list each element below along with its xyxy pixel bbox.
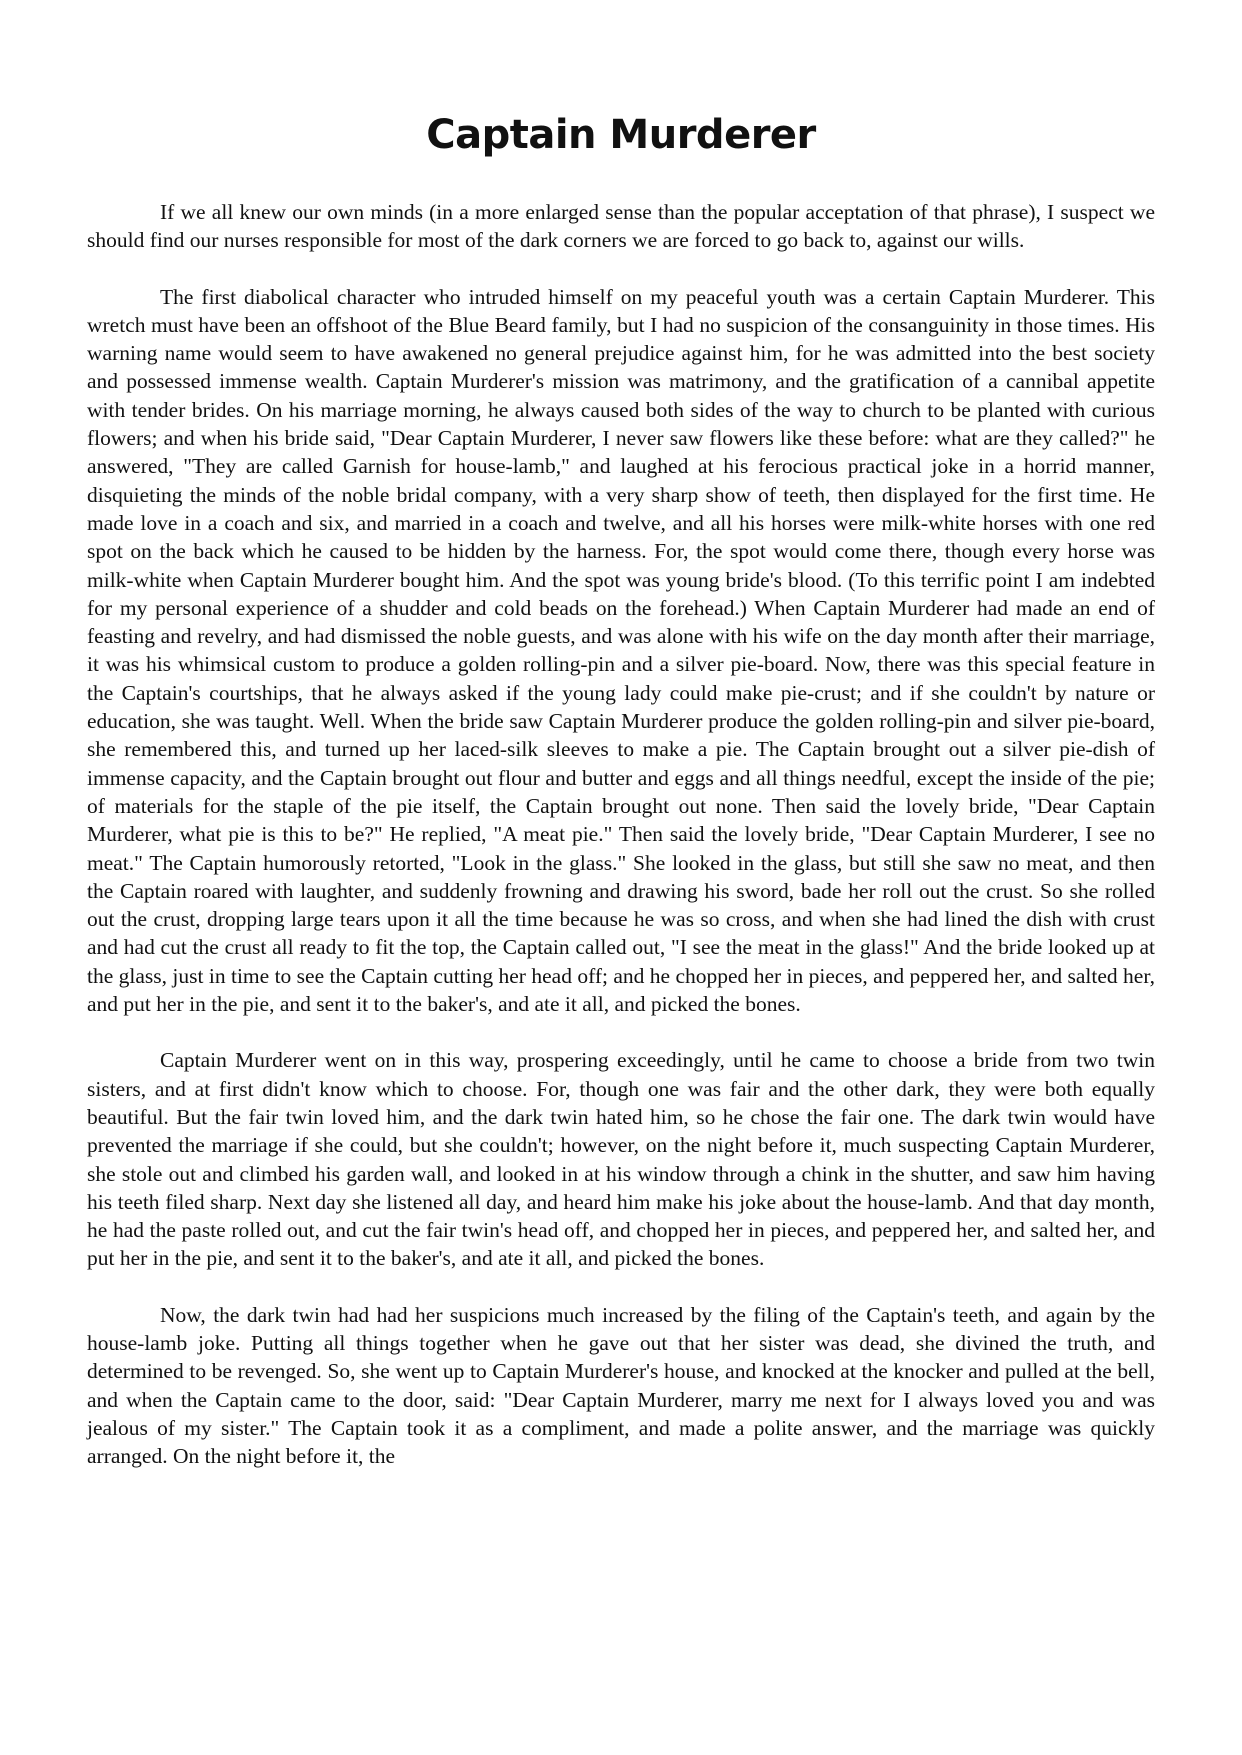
paragraph-1: If we all knew our own minds (in a more enlarged sense than the popular acceptation of that phrase), I suspect we should find our nurses responsible for most of the dark corners we are forced to go back to, against our wills. — [87, 200, 1155, 253]
paragraph-3: Captain Murderer went on in this way, prospering exceedingly, until he came to choose a bride from two twin sisters, and at first didn't know which to choose. For, though one was fair and the other dark, they were both equally beautiful. But the fair twin loved him, and the dark twin hated him, so he chose the fair one. The dark twin would have prevented the marriage if she could, but she couldn't; however, on the night before it, much suspecting Captain Murderer, she stole out and climbed his garden wall, and looked in at his window through a chink in the shutter, and saw him having his teeth filed sharp. Next day she listened all day, and heard him make his joke about the house-lamb. And that day month, he had the paste rolled out, and cut the fair twin's head off, and chopped her in pieces, and peppered her, and salted her, and put her in the pie, and sent it to the baker's, and ate it all, and picked the bones. — [87, 1048, 1155, 1271]
document-title: Captain Murderer — [426, 112, 816, 158]
paragraph-4: Now, the dark twin had had her suspicions much increased by the filing of the Captain's teeth, and again by the house-lamb joke. Putting all things together when he gave out that her sister was dead, she divined the truth, and determined to be revenged. So, she went up to Captain Murderer's house, and knocked at the knocker and pulled at the bell, and when the Captain came to the door, said: "Dear Captain Murderer, marry me next for I always loved you and was jealous of my sister." The Captain took it as a compliment, and made a polite answer, and the marriage was quickly arranged. On the night before it, the — [87, 1302, 1155, 1469]
paragraph-2: The first diabolical character who intruded himself on my peaceful youth was a certain Captain Murderer. This wretch must have been an offshoot of the Blue Beard family, but I had no suspicion of the consanguinity in those times. His warning name would seem to have awakened no general prejudice against him, for he was admitted into the best society and possessed immense wealth. Captain Murderer's mission was matrimony, and the gratification of a cannibal appetite with tender brides. On his marriage morning, he always caused both sides of the way to church to be planted with curious flowers; and when his bride said, "Dear Captain Murderer, I never saw flowers like these before: what are they called?" he answered, "They are called Garnish for house-lamb," and laughed at his ferocious practical joke in a horrid manner, disquieting the minds of the noble bridal company, with a very sharp show of teeth, then displayed for the first time. He made love in a coach and six, and married in a coach and twelve, and all his horses were milk-white horses with one red spot on the back which he caused to be hidden by the harness. For, the spot would come there, though every horse was milk-white when Captain Murderer bought him. And the spot was young bride's blood. (To this terrific point I am indebted for my personal experience of a shudder and cold beads on the forehead.) When Captain Murderer had made an end of feasting and revelry, and had dismissed the noble guests, and was alone with his wife on the day month after their marriage, it was his whimsical custom to produce a golden rolling-pin and a silver pie-board. Now, there was this special feature in the Captain's courtships, that he always asked if the young lady could make pie-crust; and if she couldn't by nature or education, she was taught. Well. When the bride saw Captain Murderer produce the golden rolling-pin and silver pie-board, she remembered this, and turned up her laced-silk sleeves to make a pie. The Captain brought out a silver pie-dish of immense capacity, and the Captain brought out flour and butter and eggs and all things needful, except the inside of the pie; of materials for the staple of the pie itself, the Captain brought out none. Then said the lovely bride, "Dear Captain Murderer, what pie is this to be?" He replied, "A meat pie." Then said the lovely bride, "Dear Captain Murderer, I see no meat." The Captain humorously retorted, "Look in the glass." She looked in the glass, but still she saw no meat, and then the Captain roared with laughter, and suddenly frowning and drawing his sword, bade her roll out the crust. So she rolled out the crust, dropping large tears upon it all the time because he was so cross, and when she had lined the dish with crust and had cut the crust all ready to fit the top, the Captain called out, "I see the meat in the glass!" And the bride looked up at the glass, just in time to see the Captain cutting her head off; and he chopped her in pieces, and peppered her, and salted her, and put her in the pie, and sent it to the baker's, and ate it all, and picked the bones. — [87, 284, 1155, 1017]
document-body — [87, 198, 1155, 1470]
